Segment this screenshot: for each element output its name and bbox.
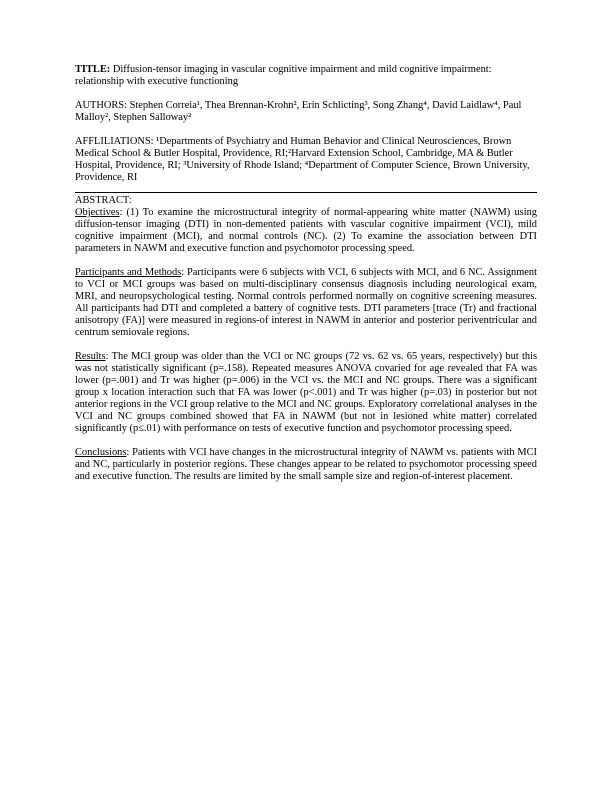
section-text: The MCI group was older than the VCI or NC groups (72 vs. 62 vs. 65 years, respectively) but this was not statistically significant (p=.158). Repeated measures ANOVA covaried for age revealed that FA was lower (p=.001) and Tr was higher (p=.006) in the VCI vs. the MCI and NC groups. There was a significant group x location interaction such that FA was lower (p<.001) and Tr was higher (p=.03) in posterior but not anterior regions in the VCI group relative to the MCI and NC groups. Exploratory correlational analyses in the VCI and NC groups combined showed that FA in NAWM (but not in lesioned white matter) correlated significantly (p≤.01) with performance on tests of executive function and psychomotor processing speed. [75,351,537,434]
affiliations-label: AFFLILIATIONS: [75,136,154,147]
section-label: Participants and Methods [75,267,182,278]
abstract-section-participants-methods [75,267,537,339]
abstract-section-objectives [75,207,537,255]
affiliations-text: ¹Departments of Psychiatry and Human Behavior and Clinical Neurosciences, Brown Medical School & Butler Hospital, Providence, RI;²Harvard Extension School, Cambridge, MA & Butler Hospital, Providence, RI; ³University of Rhode Island; ⁴Department of Computer Science, Brown University, Providence, RI [75,136,530,183]
section-colon: : [181,267,185,278]
section-label: Conclusions [75,447,127,458]
abstract-section-conclusions [75,447,537,483]
section-text: Participants were 6 subjects with VCI, 6 subjects with MCI, and 6 NC. Assignment to VCI or MCI groups was based on multi-disciplinary consensus diagnosis including neurological exam, MRI, and neuropsychological testing. Normal controls performed normally on cognitive screening measures. All participants had DTI and completed a battery of cognitive tests. DTI parameters [trace (Tr) and fractional anisotropy (FA)] were measured in regions-of interest in NAWM in anterior and posterior periventricular and centrum semiovale regions. [75,267,537,338]
section-colon: : [119,207,123,218]
section-colon: : [126,447,130,458]
title-label: TITLE: [75,64,111,75]
authors-block [75,100,537,124]
page-content [75,64,537,483]
authors-text: Stephen Correia¹, Thea Brennan-Krohn², Erin Schlicting³, Song Zhang⁴, David Laidlaw⁴, Paul Malloy², Stephen Salloway² [75,100,522,123]
affiliations-block [75,136,537,184]
abstract-section-results [75,351,537,435]
title-block [75,64,537,88]
section-text: (1) To examine the microstructural integrity of normal-appearing white matter (NAWM) using diffusion-tensor imaging (DTI) in non-demented patients with vascular cognitive impairment (VCI), mild cognitive impairment (MCI), and normal controls (NC). (2) To examine the association between DTI parameters in NAWM and executive function and psychomotor processing speed. [75,207,537,254]
authors-label: AUTHORS: [75,100,127,111]
abstract-heading: ABSTRACT: [75,195,132,206]
section-label: Results [75,351,106,362]
title-text: Diffusion-tensor imaging in vascular cognitive impairment and mild cognitive impairment: relationship with executive functioning [75,64,492,87]
section-label: Objectives [75,207,120,218]
horizontal-divider [75,192,537,193]
section-text: Patients with VCI have changes in the microstructural integrity of NAWM vs. patients with MCI and NC, particularly in posterior regions. These changes appear to be related to psychomotor processing speed and executive function. The results are limited by the small sample size and region-of-interest placement. [75,447,537,482]
section-colon: : [105,351,109,362]
